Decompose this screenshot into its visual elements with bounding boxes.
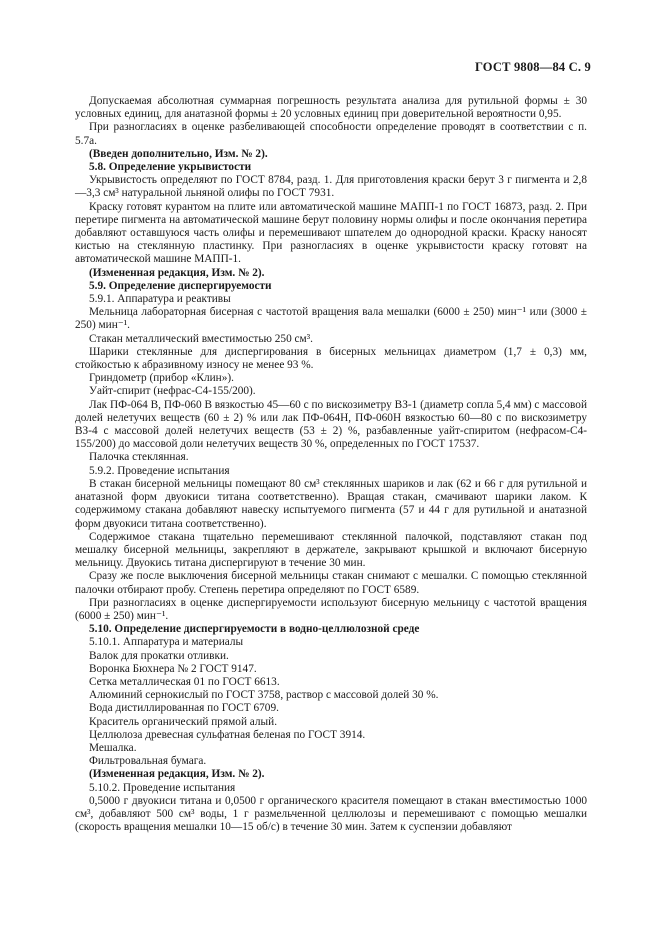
paragraph: Содержимое стакана тщательно перемешивают стеклянной палочкой, подставляют стакан под мешалку бисерной мельницы, закрепляют в держателе, закрывают крышкой и включают бисерную мельницу. Двуокись титана диспергируют в течение 30 мин. [75, 530, 587, 570]
section-heading: (Измененная редакция, Изм. № 2). [89, 768, 265, 781]
paragraph: Целлюлоза древесная сульфатная беленая по ГОСТ 3914. [89, 728, 366, 741]
paragraph: Воронка Бюхнера № 2 ГОСТ 9147. [89, 662, 257, 675]
paragraph: Вода дистиллированная по ГОСТ 6709. [89, 702, 279, 715]
section-heading: (Измененная редакция, Изм. № 2). [89, 266, 265, 279]
paragraph: В стакан бисерной мельницы помещают 80 см³ стеклянных шариков и лак (62 и 66 г для рутильной и анатазной форм двуокиси титана соответственно). Вращая стакан, смачивают шарики лаком. К содержимому стакана добавляют навеску испытуемого пигмента (57 и 44 г для рутильной и анатазной форм двуокиси титана соответственно). [75, 477, 587, 530]
paragraph: Краситель органический прямой алый. [89, 715, 278, 728]
paragraph: Мельница лабораторная бисерная с частотой вращения вала мешалки (6000 ± 250) мин⁻¹ или (3000 ± 250) мин⁻¹. [75, 306, 587, 332]
paragraph: Краску готовят курантом на плите или автоматической машине МАПП-1 по ГОСТ 16873, разд. 2. При перетире пигмента на автоматической машине берут половину нормы олифы и после окончания перетира добавляют оставшуюся часть олифы и перемешивают шпателем до однородной краски. Краску наносят кистью на стеклянную пластинку. При разногласиях в оценке укрывистости краску готовят на автоматической машине МАПП-1. [75, 200, 587, 266]
paragraph: Алюминий сернокислый по ГОСТ 3758, раствор с массовой долей 30 %. [89, 689, 439, 702]
paragraph: Уайт-спирит (нефрас-С4-155/200). [89, 385, 256, 398]
paragraph: 5.9.1. Аппаратура и реактивы [89, 293, 231, 306]
paragraph: Укрывистость определяют по ГОСТ 8784, разд. 1. Для приготовления краски берут 3 г пигмента и 2,8—3,3 см³ натуральной льняной олифы по ГОСТ 7931. [75, 174, 587, 200]
paragraph: 0,5000 г двуокиси титана и 0,0500 г органического красителя помещают в стакан вместимостью 1000 см³, добавляют 500 см³ воды, 1 г размельченной целлюлозы и перемешивают с помощью мешалки (скорость вращения мешалки 10—15 об/с) в течение 30 мин. Затем к суспензии добавляют [75, 794, 587, 834]
paragraph: Допускаемая абсолютная суммарная погрешность результата анализа для рутильной формы ± 30 условных единиц, для анатазной формы ± 20 условных единиц при доверительной вероятности 0,95. [75, 95, 587, 121]
document-body [75, 95, 587, 834]
section-heading: 5.8. Определение укрывистости [89, 161, 252, 174]
paragraph: Сразу же после выключения бисерной мельницы стакан снимают с мешалки. С помощью стеклянной палочки отбирают пробу. Степень перетира определяют по ГОСТ 6589. [75, 570, 587, 596]
paragraph: Сетка металлическая 01 по ГОСТ 6613. [89, 675, 280, 688]
section-heading: (Введен дополнительно, Изм. № 2). [89, 147, 268, 160]
paragraph: Гриндометр (прибор «Клин»). [89, 372, 234, 385]
paragraph: Фильтровальная бумага. [89, 755, 207, 768]
paragraph: При разногласиях в оценке диспергируемости используют бисерную мельницу с частотой вращения (6000 ± 250) мин⁻¹. [75, 596, 587, 622]
paragraph: 5.10.1. Аппаратура и материалы [89, 636, 244, 649]
section-heading: 5.10. Определение диспергируемости в водно-целлюлозной среде [89, 623, 420, 636]
paragraph: Мешалка. [89, 741, 137, 754]
page-header: ГОСТ 9808—84 С. 9 [474, 60, 591, 74]
paragraph: Палочка стеклянная. [89, 451, 189, 464]
paragraph: Стакан металлический вместимостью 250 см³. [89, 332, 313, 345]
paragraph: 5.10.2. Проведение испытания [89, 781, 236, 794]
paragraph: 5.9.2. Проведение испытания [89, 464, 230, 477]
paragraph: Шарики стеклянные для диспергирования в бисерных мельницах диаметром (1,7 ± 0,3) мм, стойкостью к абразивному износу не менее 93 %. [75, 345, 587, 372]
paragraph: Лак ПФ-064 В, ПФ-060 В вязкостью 45—60 с по вискозиметру ВЗ-1 (диаметр сопла 5,4 мм) с массовой долей нелетучих веществ (60 ± 2) % или лак ПФ-064Н, ПФ-060Н вязкостью 60—80 с по вискозиметру ВЗ-4 с массовой долей нелетучих веществ (53 ± 2) %, разбавленные уайт-спиритом (нефрасом-С4-155/200) до массовой доли нелетучих веществ 30 %, определенных по ГОСТ 17537. [75, 398, 587, 451]
section-heading: 5.9. Определение диспергируемости [89, 279, 272, 292]
paragraph: При разногласиях в оценке разбеливающей способности определение проводят в соответствии с п. 5.7а. [75, 121, 587, 147]
paragraph: Валок для прокатки отливки. [89, 649, 229, 662]
